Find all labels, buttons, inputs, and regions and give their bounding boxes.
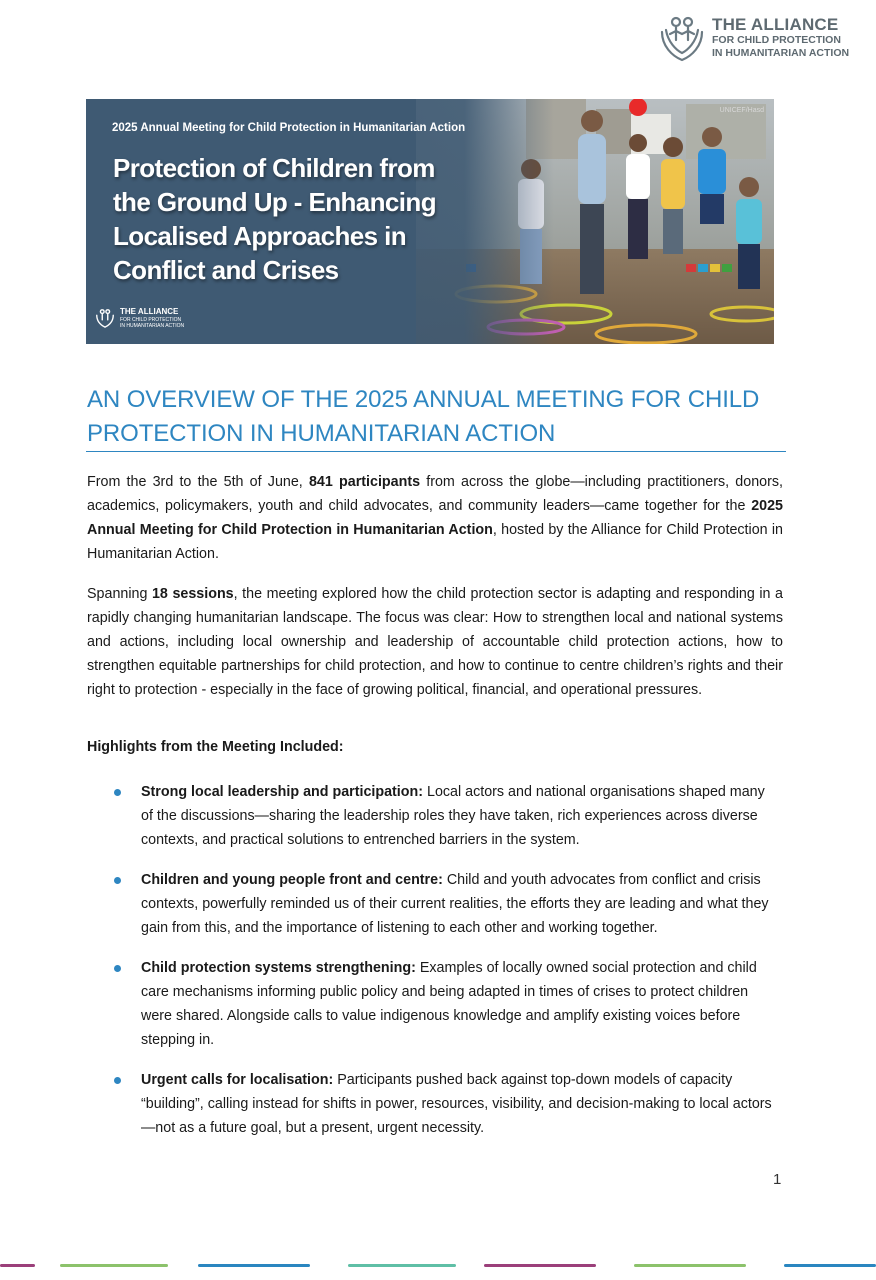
bullet-title: Strong local leadership and participation: bbox=[141, 784, 424, 800]
footer-bar-magenta bbox=[484, 1264, 596, 1267]
sessions-paragraph bbox=[87, 582, 783, 702]
footer-bar-green bbox=[60, 1264, 168, 1267]
heading-underline bbox=[86, 451, 786, 452]
participants-count: 841 participants bbox=[308, 474, 421, 490]
bullet-title: Child protection systems strengthening: bbox=[141, 960, 416, 976]
photo-credit: UNICEF/Hasd bbox=[719, 107, 764, 114]
bullet-text: Local actors and national organisations shaped many of the discussions—sharing the leadership roles they have taken, rich experiences across diverse contexts, and practical solutions to entrenched barriers in the system. bbox=[141, 784, 765, 848]
banner-logo-name: THE ALLIANCE bbox=[120, 307, 179, 316]
section-heading: AN OVERVIEW OF THE 2025 ANNUAL MEETING FOR CHILD PROTECTION IN HUMANITARIAN ACTION bbox=[87, 386, 760, 447]
banner-image bbox=[86, 99, 774, 344]
sessions-text-c: , the meeting explored how the child protection sector is adapting and responding in a rapidly changing humanitarian landscape. The focus was clear: How to strengthen local and national systems and actions, including local ownership and leadership of accountable child protection actions, how to strengthen equitable partnerships for child protection, and how to continue to centre children’s rights and their right to protection - especially in the face of growing political, financial, and operational pressures. bbox=[87, 586, 783, 698]
banner-logo-line-3: IN HUMANITARIAN ACTION bbox=[120, 323, 185, 329]
banner-logo-line-2: FOR CHILD PROTECTION bbox=[120, 317, 182, 323]
footer-bar-blue bbox=[198, 1264, 310, 1267]
highlights-list bbox=[112, 780, 772, 1140]
bullet-text: Child and youth advocates from conflict and crisis contexts, powerfully reminded us of their current realities, the efforts they are leading and what they gain from this, and the importance of listening to each other and working together. bbox=[141, 872, 769, 936]
bullet-dot-icon bbox=[114, 789, 121, 796]
bullet-title: Children and young people front and centre: bbox=[141, 872, 443, 888]
footer-bar-blue bbox=[784, 1264, 876, 1267]
footer-bar-magenta bbox=[0, 1264, 35, 1267]
bullet-dot-icon bbox=[114, 1077, 121, 1084]
intro-paragraph bbox=[87, 470, 783, 566]
intro-text-c: from across the globe—including practitioners, donors, academics, policymakers, youth and child advocates, and community leaders—came together for the bbox=[87, 474, 783, 514]
sessions-count: 18 sessions bbox=[151, 586, 234, 602]
header-logo bbox=[656, 12, 852, 66]
banner-headline: Protection of Children from the Ground Up - Enhancing Localised Approaches in Conflict and Crises bbox=[113, 153, 436, 285]
list-item bbox=[112, 868, 772, 940]
bullet-text: Examples of locally owned social protection and child care mechanisms informing public policy and being adapted in times of crises to protect children were shared. Alongside calls to value indigenous knowledge and amplify existing voices before stepping in. bbox=[141, 960, 757, 1048]
highlights-heading: Highlights from the Meeting Included: bbox=[87, 739, 344, 755]
list-item bbox=[112, 1068, 772, 1140]
bullet-text: Participants pushed back against top-down models of capacity “building”, calling instead for shifts in power, resources, visibility, and decision-making to local actors—not as a future goal, but a present, urgent necessity. bbox=[141, 1072, 772, 1136]
meeting-name: 2025 Annual Meeting for Child Protection in Humanitarian Action bbox=[87, 498, 783, 538]
logo-line-2: FOR CHILD PROTECTION bbox=[712, 34, 841, 46]
page-number: 1 bbox=[773, 1171, 782, 1188]
logo-name: THE ALLIANCE bbox=[712, 15, 839, 34]
footer-bar-green bbox=[634, 1264, 746, 1267]
bullet-dot-icon bbox=[114, 877, 121, 884]
logo-line-3: IN HUMANITARIAN ACTION bbox=[712, 47, 850, 59]
sessions-text-a: Spanning bbox=[87, 586, 152, 602]
banner-logo bbox=[94, 305, 214, 333]
list-item bbox=[112, 780, 772, 852]
banner-subtitle: 2025 Annual Meeting for Child Protection in Humanitarian Action bbox=[112, 122, 466, 134]
intro-text-a: From the 3rd to the 5th of June, bbox=[87, 474, 309, 490]
list-item bbox=[112, 956, 772, 1052]
bullet-dot-icon bbox=[114, 965, 121, 972]
alliance-hands-icon bbox=[656, 12, 708, 64]
footer-bar-teal bbox=[348, 1264, 456, 1267]
intro-text-e: , hosted by the Alliance for Child Protection in Humanitarian Action. bbox=[87, 522, 783, 562]
alliance-hands-icon bbox=[94, 307, 116, 329]
bullet-title: Urgent calls for localisation: bbox=[141, 1072, 334, 1088]
